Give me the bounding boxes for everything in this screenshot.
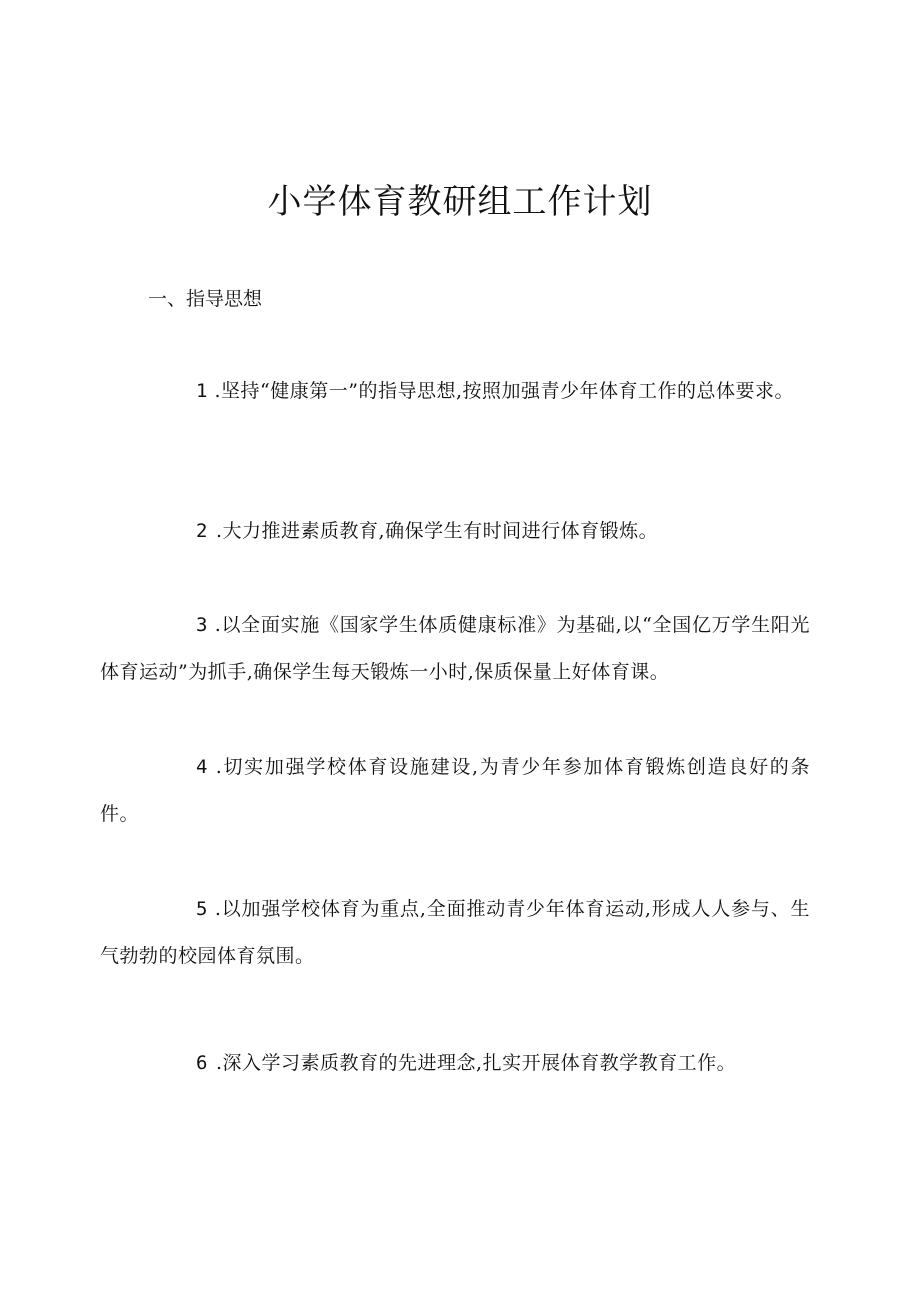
list-item xyxy=(100,508,810,555)
list-item xyxy=(100,368,810,415)
section-heading: 一、指导思想 xyxy=(148,288,263,310)
item-text: .以全面实施《国家学生体质健康标准》为基础,以“全国亿万学生阳光体育运动”为抓手,确保学生每天锻炼一小时,保质保量上好体育课。 xyxy=(100,614,810,683)
item-text: .坚持“健康第一”的指导思想,按照加强青少年体育工作的总体要求。 xyxy=(214,380,795,402)
item-number: 5 xyxy=(196,898,208,920)
item-number: 2 xyxy=(196,520,208,542)
item-text: .以加强学校体育为重点,全面推动青少年体育运动,形成人人参与、生气勃勃的校园体育氛围。 xyxy=(100,898,810,967)
list-item xyxy=(100,886,810,980)
item-number: 1 xyxy=(196,380,208,402)
document-title: 小学体育教研组工作计划 xyxy=(267,182,653,222)
item-text: .切实加强学校体育设施建设,为青少年参加体育锻炼创造良好的条件。 xyxy=(100,756,810,825)
list-item xyxy=(100,602,810,696)
item-number: 3 xyxy=(196,614,208,636)
list-item xyxy=(100,1040,810,1087)
item-number: 6 xyxy=(196,1052,208,1074)
list-item xyxy=(100,744,810,838)
item-number: 4 xyxy=(196,756,208,778)
item-text: .深入学习素质教育的先进理念,扎实开展体育教学教育工作。 xyxy=(216,1052,737,1074)
item-text: .大力推进素质教育,确保学生有时间进行体育锻炼。 xyxy=(216,520,659,542)
